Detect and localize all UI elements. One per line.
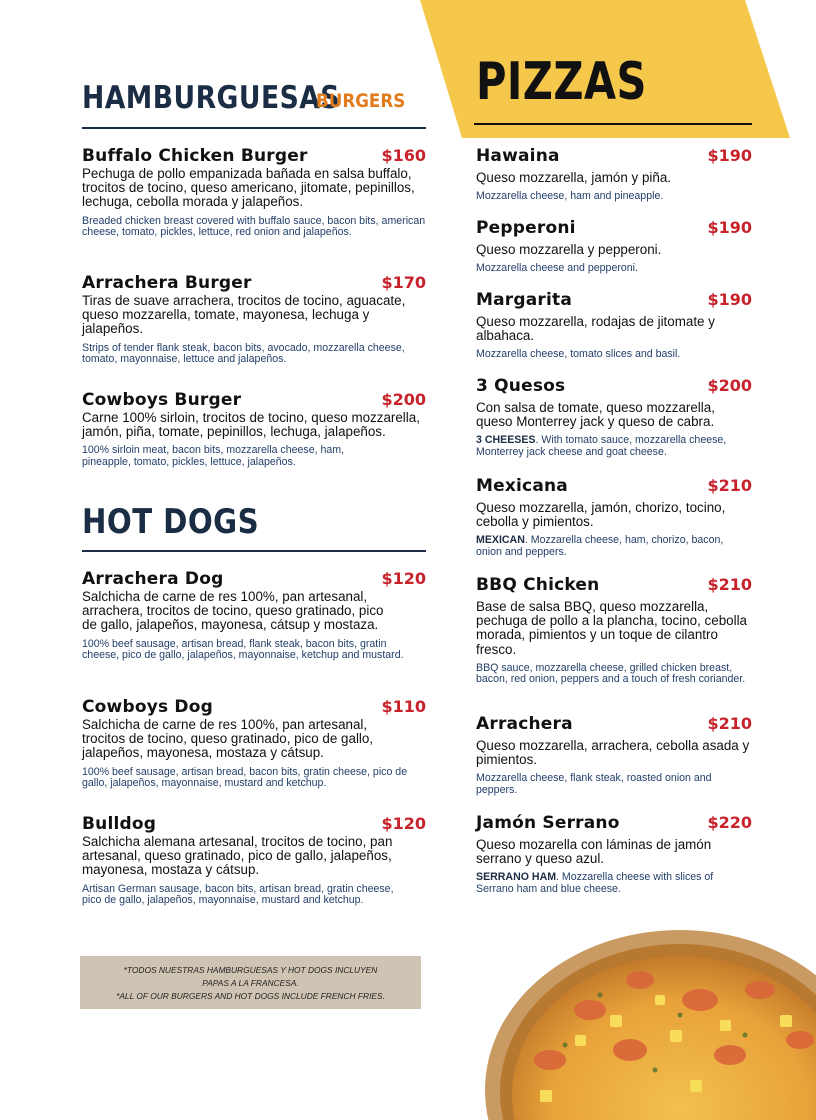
burgers-title-text: HAMBURGUESAS: [82, 80, 340, 116]
item-en-text: . Mozzarella cheese, ham, chorizo, bacon, onion and peppers.: [476, 534, 724, 558]
item-name: 3 Quesos: [476, 376, 566, 396]
item-description-en: Breaded chicken breast covered with buffalo sauce, bacon bits, american cheese, tomato, pickles, lettuce, red onion and jalapeños.: [82, 214, 426, 239]
item-description-es: Con salsa de tomate, queso mozzarella, queso Monterrey jack y queso de cabra.: [476, 400, 715, 430]
item-en-text: Mozzarella cheese, tomato slices and basil.: [476, 348, 681, 361]
item-description-en: [476, 872, 752, 895]
item-en-highlight: SERRANO HAM: [476, 871, 557, 884]
item-description-en: [476, 349, 752, 361]
menu-item-arrachera: [476, 714, 752, 797]
yellow-accent-shape: [0, 0, 816, 140]
item-name: Arrachera: [476, 714, 573, 734]
item-name: Arrachera Dog: [82, 569, 224, 589]
item-description-es: Tiras de suave arrachera, trocitos de tocino, aguacate, queso mozzarella, tomate, mayonesa, lechuga y jalapeños.: [82, 293, 406, 337]
pizza-image: [480, 920, 816, 1120]
item-description-es: Base de salsa BBQ, queso mozzarella, pechuga de pollo a la plancha, tocino, cebolla morada, pimientos y un toque de cilantro fresco.: [476, 599, 747, 657]
burgers-subtitle: BURGERS: [316, 90, 406, 112]
item-description-es: Queso mozarella con láminas de jamón serrano y queso azul.: [476, 837, 712, 867]
menu-item-3-quesos: [476, 376, 752, 459]
menu-item-arrachera-burger: [82, 273, 426, 366]
item-name: Margarita: [476, 290, 573, 310]
item-description-es: Queso mozzarella, rodajas de jitomate y albahaca.: [476, 314, 715, 344]
menu-item-bulldog: [82, 814, 426, 907]
item-description-en: 100% beef sausage, artisan bread, bacon bits, gratin cheese, pico de gallo, jalapeños, mayonnaise, mustard and ketchup.: [82, 765, 408, 790]
hotdogs-divider: [82, 550, 426, 552]
item-description-en: [476, 773, 752, 796]
menu-item-buffalo-chicken-burger: [82, 146, 426, 239]
item-name: Hawaina: [476, 146, 560, 166]
item-name: Buffalo Chicken Burger: [82, 146, 308, 166]
menu-item-cowboys-burger: [82, 390, 432, 469]
fries-note-line-1: *TODOS NUESTRAS HAMBURGUESAS Y HOT DOGS INCLUYEN: [123, 965, 378, 975]
fries-note-line-3: *ALL OF OUR BURGERS AND HOT DOGS INCLUDE FRENCH FRIES.: [116, 991, 385, 1001]
item-price: $190: [707, 146, 752, 165]
menu-item-hawaina: [476, 146, 752, 203]
item-en-highlight: 3 CHEESES: [476, 434, 536, 447]
item-price: $200: [381, 390, 426, 409]
burgers-title: [82, 80, 340, 116]
item-price: $190: [707, 218, 752, 237]
item-description-es: Carne 100% sirloin, trocitos de tocino, queso mozzarella, jamón, piña, tomate, pepinillos, lechuga, jalapeños.: [82, 410, 420, 440]
item-name: BBQ Chicken: [476, 575, 600, 595]
item-name: Bulldog: [82, 814, 157, 834]
item-price: $120: [381, 814, 426, 833]
menu-item-mexicana: [476, 476, 752, 559]
pizzas-title: PIZZAS: [476, 52, 647, 112]
item-en-text: Mozzarella cheese, ham and pineapple.: [476, 190, 664, 203]
item-price: $210: [707, 476, 752, 495]
item-description-es: Queso mozzarella, jamón, chorizo, tocino, cebolla y pimientos.: [476, 500, 726, 530]
item-price: $120: [381, 569, 426, 588]
item-description-en: [476, 535, 752, 558]
item-description-en: 100% sirloin meat, bacon bits, mozzarella cheese, ham, pineapple, tomato, pickles, lettuce, jalapeños.: [82, 444, 345, 468]
item-name: Cowboys Burger: [82, 390, 242, 410]
item-description-en: [476, 663, 752, 686]
item-price: $170: [381, 273, 426, 292]
item-price: $110: [381, 697, 426, 716]
item-description-en: 100% beef sausage, artisan bread, flank steak, bacon bits, gratin cheese, pico de gallo, jalapeños, mayonnaise, ketchup and mustard.: [82, 637, 404, 662]
item-en-text: Mozzarella cheese and pepperoni.: [476, 262, 638, 275]
burgers-divider: [82, 127, 426, 129]
menu-item-arrachera-dog: [82, 569, 426, 662]
hotdogs-title: HOT DOGS: [82, 502, 260, 542]
item-price: $200: [707, 376, 752, 395]
item-description-es: Salchicha alemana artesanal, trocitos de tocino, pan artesanal, queso gratinado, pico de gallo, jalapeños, mayonesa, mostaza y cátsup.: [82, 834, 393, 878]
menu-item-bbq-chicken: [476, 575, 752, 686]
item-price: $190: [707, 290, 752, 309]
item-description-en: [476, 263, 752, 275]
item-price: $160: [381, 146, 426, 165]
fries-note: [80, 956, 421, 1009]
menu-item-cowboys-dog: [82, 697, 426, 790]
item-description-en: Artisan German sausage, bacon bits, artisan bread, gratin cheese, pico de gallo, jalapeños, mayonnaise, mustard and ketchup.: [82, 882, 394, 907]
item-price: $220: [707, 813, 752, 832]
menu-item-jamon-serrano: [476, 813, 752, 896]
menu-item-pepperoni: [476, 218, 752, 275]
item-name: Pepperoni: [476, 218, 576, 238]
item-price: $210: [707, 575, 752, 594]
item-description-es: Salchicha de carne de res 100%, pan artesanal, arrachera, trocitos de tocino, queso gratinado, pico de gallo, jalapeños, mayonesa, cátsup y mostaza.: [82, 589, 384, 633]
item-name: Mexicana: [476, 476, 568, 496]
item-description-en: [476, 435, 752, 458]
item-name: Arrachera Burger: [82, 273, 252, 293]
fries-note-line-2: PAPAS A LA FRANCESA.: [202, 978, 299, 988]
item-en-highlight: MEXICAN: [476, 534, 525, 547]
item-description-es: Queso mozzarella, arrachera, cebolla asada y pimientos.: [476, 738, 750, 768]
menu-item-margarita: [476, 290, 752, 361]
item-en-text: Mozzarella cheese, flank steak, roasted onion and peppers.: [476, 772, 712, 796]
item-description-en: [476, 191, 752, 203]
item-description-en: Strips of tender flank steak, bacon bits, avocado, mozzarella cheese, tomato, mayonnaise, lettuce and jalapeños.: [82, 341, 405, 366]
item-description-es: Queso mozzarella y pepperoni.: [476, 242, 662, 257]
item-en-text: . With tomato sauce, mozzarella cheese, Monterrey jack cheese and goat cheese.: [476, 434, 727, 458]
item-description-es: Salchicha de carne de res 100%, pan artesanal, trocitos de tocino, queso gratinado, pico de gallo, jalapeños, mayonesa, mostaza y cátsup.: [82, 717, 374, 761]
item-name: Jamón Serrano: [476, 813, 620, 833]
item-en-text: . Mozzarella cheese with slices of Serrano ham and blue cheese.: [476, 871, 714, 895]
item-description-es: Queso mozzarella, jamón y piña.: [476, 170, 672, 185]
item-en-text: BBQ sauce, mozzarella cheese, grilled chicken breast, bacon, red onion, peppers and a touch of fresh coriander.: [476, 661, 746, 686]
item-description-es: Pechuga de pollo empanizada bañada en salsa buffalo, trocitos de tocino, queso americano, jitomate, pepinillos, lechuga, cebolla morada y jalapeños.: [82, 166, 415, 210]
item-name: Cowboys Dog: [82, 697, 213, 717]
item-price: $210: [707, 714, 752, 733]
pizzas-divider: [474, 123, 752, 125]
